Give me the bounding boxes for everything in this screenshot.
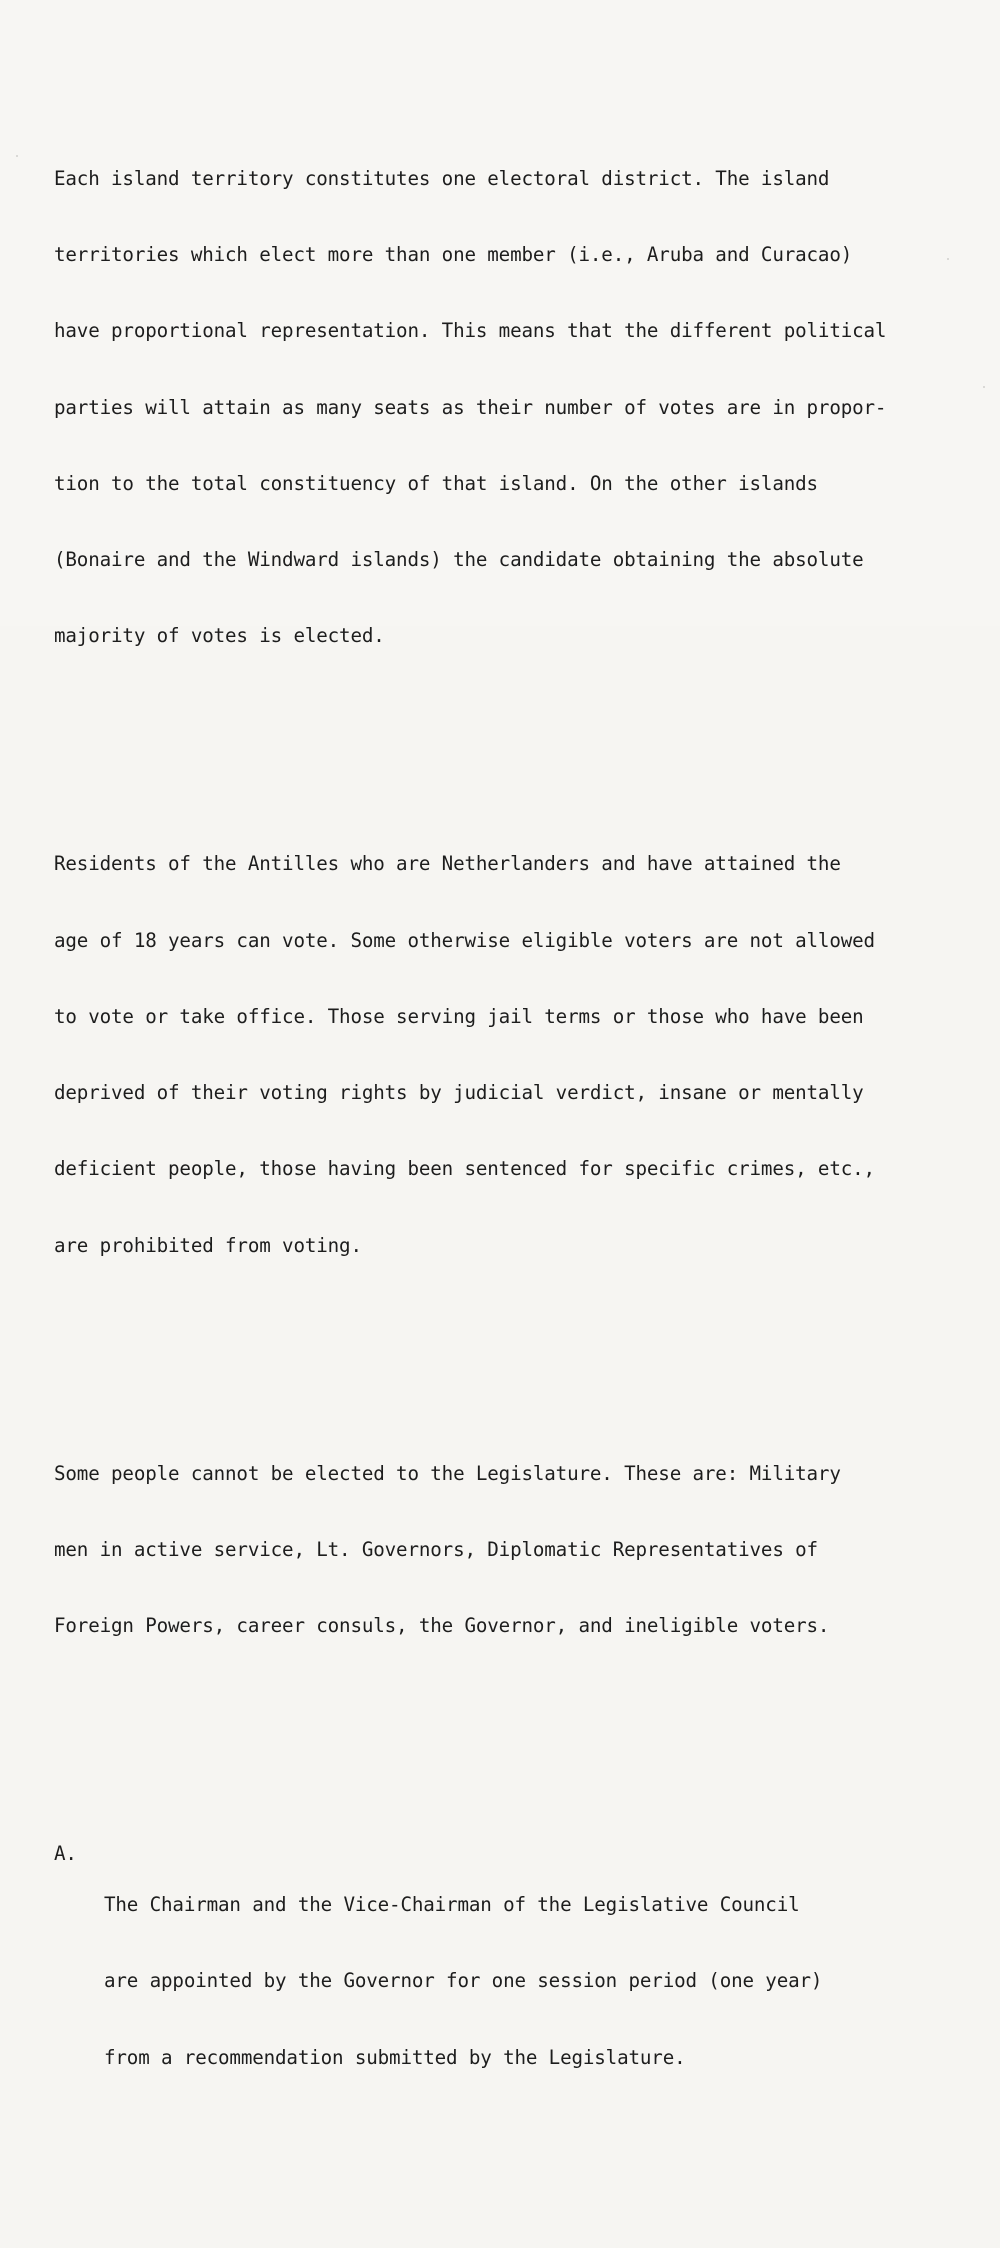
document-body <box>54 39 974 2248</box>
paragraph-line: (Bonaire and the Windward islands) the candidate obtaining the absolute <box>54 548 864 572</box>
list-item-row <box>54 1841 974 2120</box>
paragraph-voter-eligibility <box>54 801 974 1309</box>
paragraph-ineligible-candidates <box>54 1410 974 1689</box>
paragraph-line: majority of votes is elected. <box>54 624 385 648</box>
paragraph-line: territories which elect more than one member (i.e., Aruba and Curacao) <box>54 243 853 267</box>
list-item-a <box>54 1791 974 2172</box>
paragraph-line: Residents of the Antilles who are Netherlanders and have attained the <box>54 852 841 876</box>
paragraph-line: deprived of their voting rights by judicial verdict, insane or mentally <box>54 1081 864 1105</box>
paragraph-electoral-districts <box>54 115 974 699</box>
paragraph-line: parties will attain as many seats as their number of votes are in propor- <box>54 395 887 419</box>
paragraph-line: age of 18 years can vote. Some otherwise eligible voters are not allowed <box>54 928 875 952</box>
paragraph-line: Some people cannot be elected to the Legislature. These are: Military <box>54 1461 841 1485</box>
list-item-text <box>104 1841 822 2120</box>
paragraph-line: Foreign Powers, career consuls, the Governor, and ineligible voters. <box>54 1614 830 1638</box>
paragraph-line: have proportional representation. This means that the different political <box>54 319 887 343</box>
list-item-line: are appointed by the Governor for one session period (one year) <box>104 1969 823 1993</box>
paper-speck <box>947 258 949 260</box>
paragraph-line: are prohibited from voting. <box>54 1233 362 1257</box>
list-item-line: The Chairman and the Vice-Chairman of the Legislative Council <box>104 1893 800 1917</box>
paragraph-line: Each island territory constitutes one electoral district. The island <box>54 167 830 191</box>
paragraph-line: deficient people, those having been sentenced for specific crimes, etc., <box>54 1157 875 1181</box>
paragraph-line: to vote or take office. Those serving jail terms or those who have been <box>54 1004 864 1028</box>
paragraph-line: tion to the total constituency of that island. On the other islands <box>54 471 818 495</box>
paper-speck <box>983 386 985 388</box>
list-marker: A. <box>54 1842 77 1866</box>
paper-speck <box>16 155 18 157</box>
paragraph-line: men in active service, Lt. Governors, Diplomatic Representatives of <box>54 1537 818 1561</box>
list-item-line: from a recommendation submitted by the Legislature. <box>104 2045 686 2069</box>
